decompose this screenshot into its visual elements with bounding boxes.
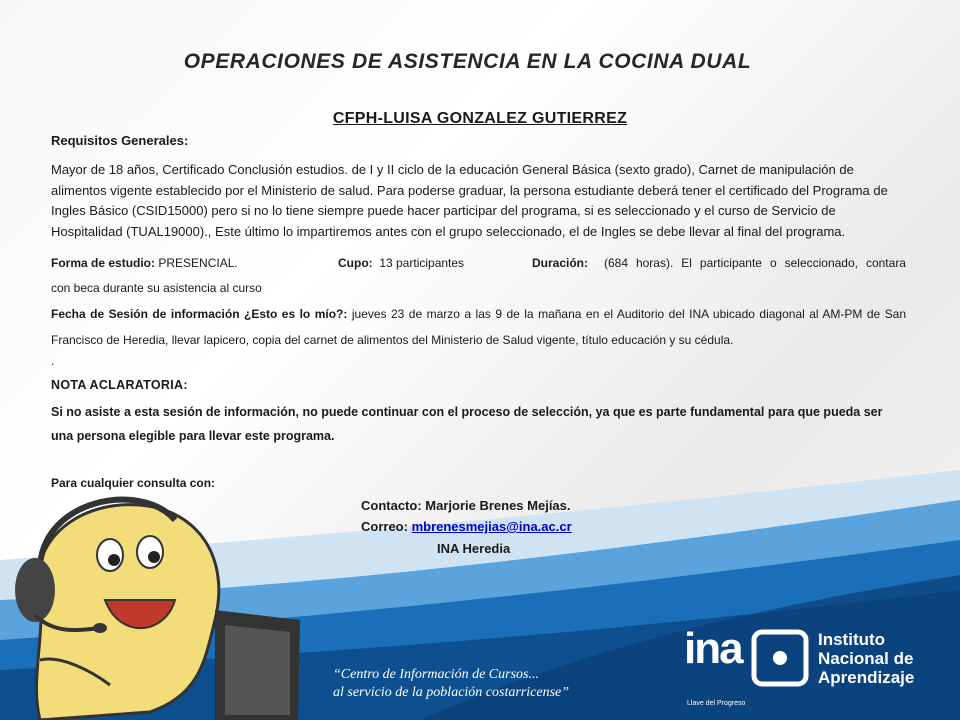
forma-label: Forma de estudio: xyxy=(51,256,156,270)
correo-label: Correo: xyxy=(361,519,412,534)
key-icon xyxy=(750,628,810,688)
nota-heading: NOTA ACLARATORIA: xyxy=(51,378,188,392)
duracion-label: Duración: xyxy=(532,256,589,270)
cupo-row xyxy=(338,256,464,270)
institute-name xyxy=(818,630,914,687)
duracion-row xyxy=(532,256,906,270)
nota-body: Si no asiste a esta sesión de información, no puede continuar con el proceso de selección, ya que es parte fundamental para que pueda ser una persona elegible para llevar este programa. xyxy=(51,405,883,443)
consulta-label: Para cualquier consulta con: xyxy=(51,476,216,490)
fecha-label: Fecha de Sesión de información ¿Esto es lo mío?: xyxy=(51,307,348,321)
email-link[interactable]: mbrenesmejias@ina.ac.cr xyxy=(411,519,572,534)
forma-value: PRESENCIAL. xyxy=(158,256,238,270)
institute-line-2: Nacional de xyxy=(818,649,914,668)
mascot-illustration xyxy=(0,480,320,720)
tagline-line-2: al servicio de la población costarricense” xyxy=(333,685,570,700)
ina-slogan: Llave del Progreso xyxy=(687,700,746,707)
ina-logo xyxy=(684,624,810,692)
footer-tagline xyxy=(333,666,569,702)
forma-row xyxy=(51,256,238,270)
cupo-label: Cupo: xyxy=(338,256,373,270)
requisitos-heading: Requisitos Generales: xyxy=(51,133,189,148)
fecha-text: jueves 23 de marzo a las 9 de la mañana en el Auditorio del INA ubicado diagonal al AM-PM de San Francisco de Heredia, llevar lapicero, copia del carnet de alimentos del Ministerio de Salud vigente, título educación y su cédula. xyxy=(51,307,906,347)
correo-line xyxy=(361,519,572,534)
beca-line: con beca durante su asistencia al curso xyxy=(51,281,262,295)
cupo-value: 13 participantes xyxy=(379,256,465,270)
dot-text: . xyxy=(51,354,55,368)
ina-heredia: INA Heredia xyxy=(437,541,511,556)
institute-line-3: Aprendizaje xyxy=(818,668,915,687)
duracion-value: (684 horas). El participante o seleccionado, contara xyxy=(603,256,906,270)
tagline-line-1: “Centro de Información de Cursos... xyxy=(333,667,539,682)
institute-line-1: Instituto xyxy=(818,630,886,649)
page-title: OPERACIONES DE ASISTENCIA EN LA COCINA DUAL xyxy=(183,50,752,73)
contacto-line: Contacto: Marjorie Brenes Mejías. xyxy=(361,498,571,513)
fecha-paragraph xyxy=(51,301,906,353)
ina-logo-text: ina xyxy=(684,624,742,673)
center-name: CFPH-LUISA GONZALEZ GUTIERREZ xyxy=(332,110,628,127)
requisitos-body: Mayor de 18 años, Certificado Conclusión estudios. de I y II ciclo de la educación General Básica (sexto grado), Carnet de manipulación de alimentos vigente establecido por el Ministerio de salud. Para poderse graduar, la persona estudiante deberá tener el certificado del Programa de Ingles Básico (CSID15000) pero si no lo tiene siempre puede hacer participar del programa, si es seleccionado y el curso de Servicio de Hospitalidad (TUAL19000)., Este último lo impartiremos antes con el grupo seleccionado, el de Ingles se debe llevar al final del programa. xyxy=(51,162,888,239)
